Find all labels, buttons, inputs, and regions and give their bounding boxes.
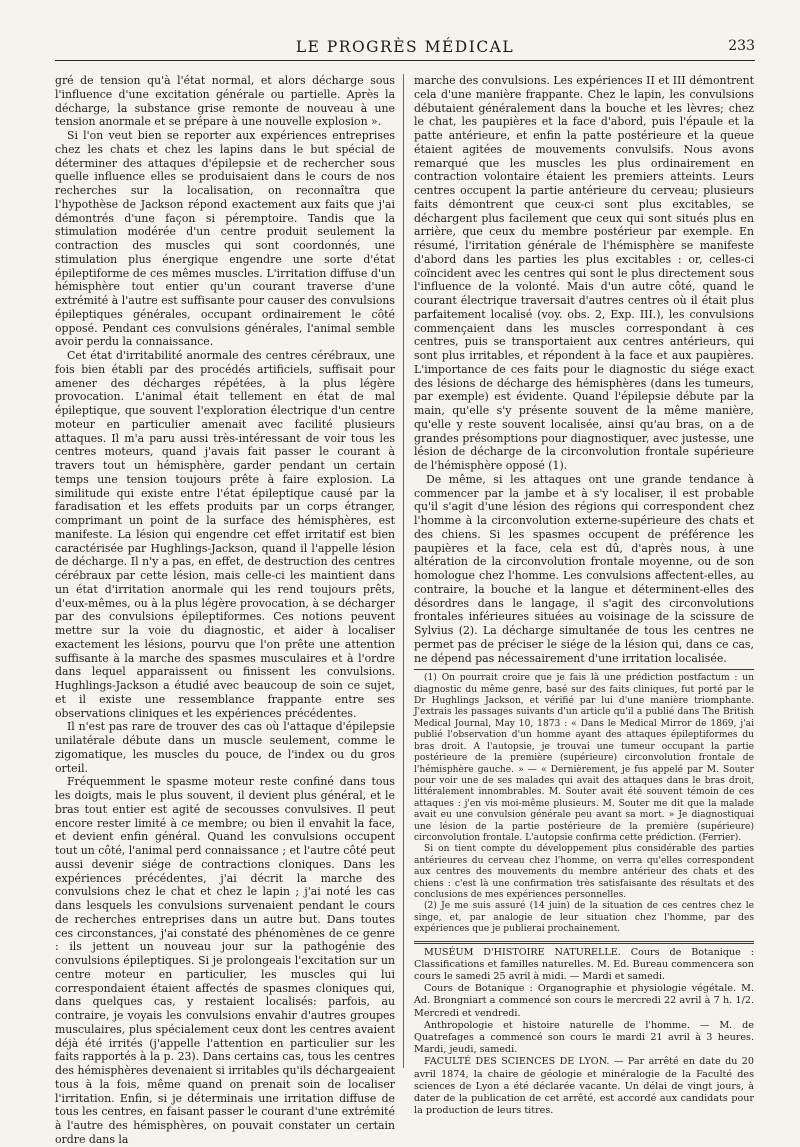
news-item: FACULTÉ DES SCIENCES DE LYON. — Par arrêté en date du 20 avril 1874, la chaire de géologie et minéralogie de la Faculté des sciences de Lyon a été déclarée vacante. Un délai de vingt jours, à dater de la publication de cet arrêté, est accordé aux candidats pour la production de leurs titres. (414, 1056, 754, 1117)
paragraph: gré de tension qu'à l'état normal, et alors décharge sous l'influence d'une excitation générale ou partielle. Après la décharge, la substance grise remonte de nouveau à une tension anormale et se prépare à une nouvelle explosion ». (55, 74, 395, 129)
page-header (55, 34, 755, 61)
paragraph: Si l'on veut bien se reporter aux expériences entreprises chez les chats et chez les lapins dans le but spécial de déterminer des attaques d'épilepsie et de rechercher sous quelle influence elles se produisaient dans le cours de nos recherches sur la localisation, on reconnaîtra que l'hypothèse de Jackson répond exactement aux faits que j'ai démontrés d'une façon si péremptoire. Tandis que la stimulation modérée d'un centre produit seulement la contraction des muscles qui sont coordonnés, une stimulation plus énergique engendre une sorte d'état épileptiforme de ces mêmes muscles. L'irritation diffuse d'un hémisphère tout entier qu'un courant traverse d'une extrémité à l'autre est suffisante pour causer des convulsions épileptiques générales, occupant ordinairement le côté opposé. Pendant ces convulsions générales, l'animal semble avoir perdu la connaissance. (55, 129, 395, 349)
paragraph: Fréquemment le spasme moteur reste confiné dans tous les doigts, mais le plus souvent, il devient plus général, et le bras tout entier est agité de secousses convulsives. Il peut encore rester limité à ce membre; ou bien il envahit la face, et devient enfin général. Quand les convulsions occupent tout un côté, l'animal perd connaissance ; et l'autre côté peut aussi devenir siége de contractions cloniques. Dans les expériences précédentes, j'ai décrit la marche des convulsions chez le chat et chez le lapin ; j'ai noté les cas dans lesquels les convulsions survenaient pendant le cours de recherches entreprises dans un autre but. Dans toutes ces circonstances, j'ai constaté des phénomènes de ce genre : ils jettent un nouveau jour sur la pathogénie des convulsions épileptiques. Si je prolongeais l'excitation sur un centre moteur en particulier, les muscles qui lui correspondaient étaient affectés de spasmes cloniques qui, dans quelques cas, y restaient localisés: parfois, au contraire, je voyais les convulsions envahir d'autres groupes musculaires, plus spécialement ceux dont les centres avaient déjà été irrités (j'appelle l'attention en particulier sur les faits rapportés à la p. 23). Dans certains cas, tous les centres des hémisphères devenaient si irritables qu'ils déchargeaient tous à la fois, même quand on prenait soin de localiser l'irritation. Enfin, si je déterminais une irritation diffuse de tous les centres, en faisant passer le courant d'une extrémité à l'autre des hémisphères, on pouvait constater un certain ordre dans la (55, 775, 395, 1146)
page-number: 233 (728, 38, 755, 54)
footnote-separator (414, 669, 754, 670)
news-separator (414, 941, 754, 944)
right-column (414, 74, 754, 1117)
news-item: Cours de Botanique : Organographie et physiologie végétale. M. Ad. Brongniart a commencé son cours le mercredi 22 avril à 7 h. 1/2. Mercredi et vendredi. (414, 983, 754, 1019)
paragraph: Cet état d'irritabilité anormale des centres cérébraux, une fois bien établi par des procédés artificiels, suffisait pour amener des décharges répétées, à la plus légère provocation. L'animal était tellement en état de mal épileptique, que souvent l'exploration électrique d'un centre moteur en particulier amenait avec facilité plusieurs attaques. Il m'a paru aussi très-intéressant de voir tous les centres moteurs, quand j'avais fait passer le courant à travers tout un hémisphère, garder pendant un certain temps une tension toujours prête à faire explosion. La similitude qui existe entre l'état épileptique causé par la faradisation et les effets produits par un corps étranger, comprimant un point de la surface des hémisphères, est manifeste. La lésion qui engendre cet effet irritatif est bien caractérisée par Hughlings-Jackson, quand il l'appelle lésion de décharge. Il n'y a pas, en effet, de destruction des centres cérébraux par cette lésion, mais celle-ci les maintient dans un état d'irritation anormale qui les rend toujours prêts, d'eux-mêmes, ou à la plus légère provocation, à se décharger par des convulsions épileptiformes. Ces notions peuvent mettre sur la voie du diagnostic, et aider à localiser exactement les lésions, pourvu que l'on prête une attention suffisante à la marche des spasmes musculaires et à l'ordre dans lequel apparaissent ou finissent les convulsions. Hughlings-Jackson a étudié avec beaucoup de soin ce sujet, et il existe une ressemblance frappante entre ses observations cliniques et les expériences précédentes. (55, 349, 395, 720)
footnote: (1) On pourrait croire que je fais là une prédiction postfactum : un diagnostic du même genre, basé sur des faits cliniques, fut porté par le Dr Hughlings Jackson, et vérifié par lui d'une manière triomphante. J'extrais les passages suivants d'un article qu'il a publié dans The British Medical Journal, May 10, 1873 : « Dans le Medical Mirror de 1869, j'ai publié l'observation d'un homme ayant des attaques épileptiformes du bras droit. A l'autopsie, je trouvai une tumeur occupant la partie postérieure de la première (supérieure) circonvolution frontale de l'hémisphère gauche. » — « Dernièrement, je fus appelé par M. Souter pour voir une de ses malades qui avait des attaques dans le bras droit, littéralement innombrables. M. Souter avait été souvent témoin de ces attaques : j'en vis moi-même plusieurs. M. Souter me dit que la malade avait eu une convulsion générale peu avant sa mort. » Je diagnostiquai une lésion de la partie postérieure de la première (supérieure) circonvolution frontale. L'autopsie confirma cette prédiction. (Ferrier). (414, 673, 754, 843)
footnotes (414, 673, 754, 935)
news-item: MUSÉUM D'HISTOIRE NATURELLE. Cours de Botanique : Classifications et familles naturelles. M. Ed. Bureau commencera son cours le samedi 25 avril à midi. — Mardi et samedi. (414, 946, 754, 982)
footnote: (2) Je me suis assuré (14 juin) de la situation de ces centres chez le singe, et, par analogie de leur situation chez l'homme, par des expériences que je publierai prochainement. (414, 901, 754, 935)
paragraph: Il n'est pas rare de trouver des cas où l'attaque d'épilepsie unilatérale débute dans un muscle seulement, comme le zigomatique, les muscles du pouce, de l'index ou du gros orteil. (55, 720, 395, 775)
paragraph: De même, si les attaques ont une grande tendance à commencer par la jambe et à s'y localiser, il est probable qu'il s'agit d'une lésion des régions qui correspondent chez l'homme à la circonvolution externe-supérieure des chats et des chiens. Si les spasmes occupent de préférence les paupières et la face, cela est dû, d'après nous, à une altération de la circonvolution frontale moyenne, ou de son homologue chez l'homme. Les convulsions affectent-elles, au contraire, la bouche et la langue et déterminent-elles des désordres dans le langage, il s'agit des circonvolutions frontales inférieures situées au voisinage de la scissure de Sylvius (2). La décharge simultanée de tous les centres ne permet pas de préciser le siége de la lésion qui, dans ce cas, ne dépend pas nécessairement d'une irritation localisée. (414, 472, 754, 665)
news-section (414, 947, 754, 1118)
journal-title: LE PROGRÈS MÉDICAL (295, 38, 515, 56)
paragraph: marche des convulsions. Les expériences II et III démontrent cela d'une manière frappante. Chez le lapin, les convulsions débutaient généralement dans la bouche et les lèvres; chez le chat, les paupières et la face d'abord, puis l'épaule et la patte antérieure, et enfin la patte postérieure et la queue étaient agitées de mouvements convulsifs. Nous avons remarqué que les muscles les plus ordinairement en contraction volontaire étaient les premiers atteints. Leurs centres occupent la partie antérieure du cerveau; plusieurs faits démontrent que ceux-ci sont plus excitables, se déchargent plus facilement que ceux qui sont situés plus en arrière, que ceux du membre postérieur par exemple. En résumé, l'irritation générale de l'hémisphère se manifeste d'abord dans les parties les plus excitables : or, celles-ci coïncident avec les centres qui sont le plus directement sous l'influence de la volonté. Mais d'un autre côté, quand le courant électrique traversait d'autres centres où il était plus parfaitement localisé (voy. obs. 2, Exp. III.), les convulsions commençaient dans les muscles correspondant à ces centres, puis se transportaient aux centres antérieurs, qui sont plus irritables, et répondent à la face et aux paupières. L'importance de ces faits pour le diagnostic du siége exact des lésions de décharge des hémisphères (dans les tumeurs, par exemple) est évidente. Quand l'épilepsie débute par la main, qu'elle s'y présente souvent de la même manière, qu'elle y reste souvent localisée, ainsi qu'au bras, on a de grandes présomptions pour diagnostiquer, avec justesse, une lésion de décharge de la circonvolution frontale supérieure de l'hémisphère opposé (1). (414, 74, 754, 472)
news-item: Anthropologie et histoire naturelle de l'homme. — M. de Quatrefages a commencé son cours le mardi 21 avril à 3 heures. Mardi, jeudi, samedi. (414, 1019, 754, 1056)
left-column (55, 74, 395, 1147)
footnote: Si on tient compte du développement plus considérable des parties antérieures du cerveau chez l'homme, on verra qu'elles correspondent aux centres des mouvements du membre antérieur des chats et des chiens : c'est là une confirmation très satisfaisante des résultats et des conclusions de mes expériences personnelles. (414, 844, 754, 900)
column-rule (403, 74, 404, 1068)
